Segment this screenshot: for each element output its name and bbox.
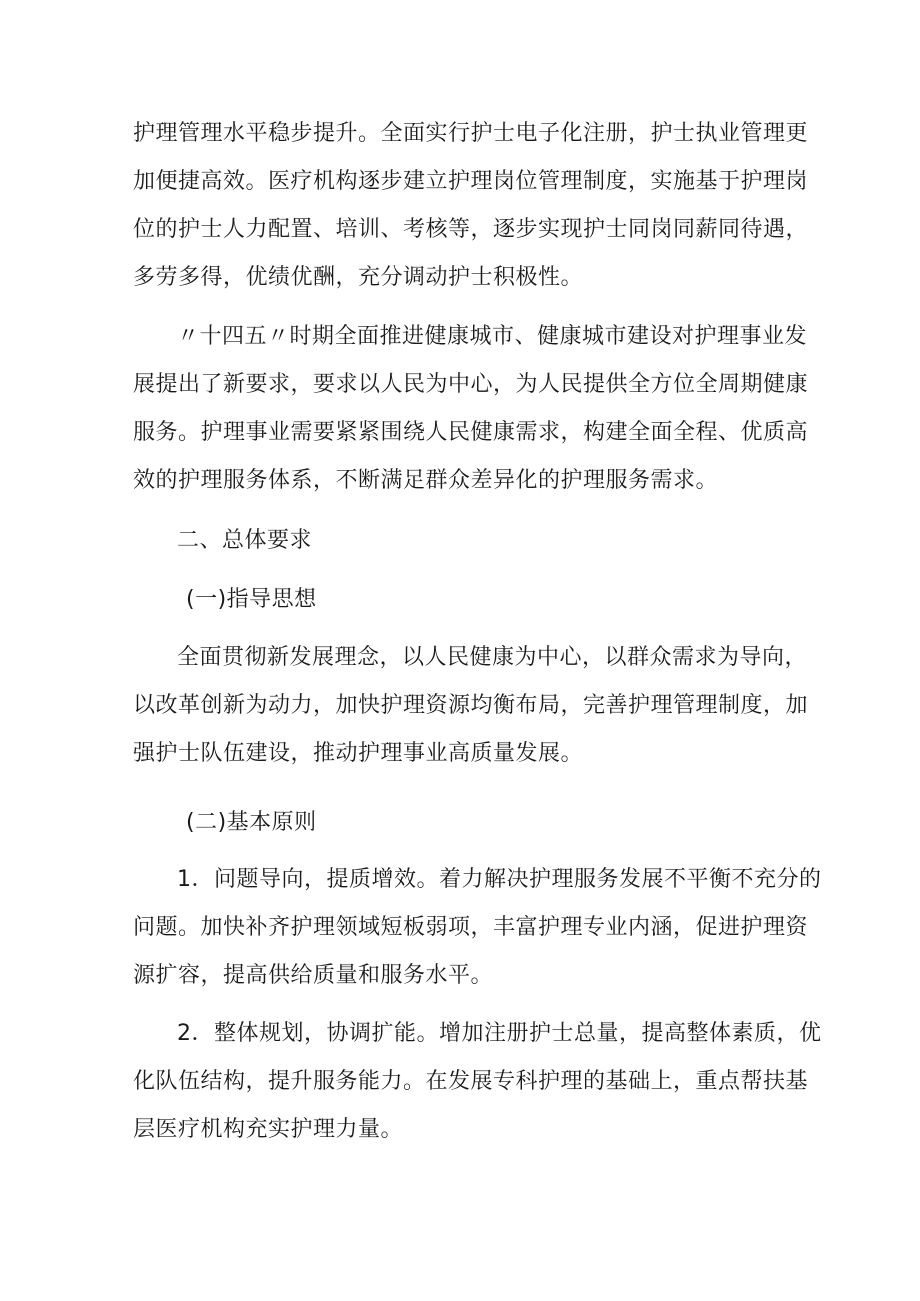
- text-line: 强护士队伍建设，推动护理事业高质量发展。: [133, 741, 584, 766]
- text-line: 护理管理水平稳步提升。全面实行护士电子化注册，护士执业管理更: [133, 121, 809, 146]
- paragraph-principle-2: [133, 1010, 822, 1154]
- text-line: 2．整体规划，协调扩能。增加注册护士总量，提高整体素质，优: [177, 1021, 822, 1046]
- text-line: 位的护士人力配置、培训、考核等，逐步实现护士同岗同薪同待遇，: [133, 217, 809, 242]
- text-line: 化队伍结构，提升服务能力。在发展专科护理的基础上，重点帮扶基: [133, 1069, 809, 1094]
- text-line: 加便捷高效。医疗机构逐步建立护理岗位管理制度，实施基于护理岗: [133, 169, 809, 194]
- text-line: 以改革创新为动力，加快护理资源均衡布局，完善护理管理制度，加: [133, 693, 809, 718]
- subsection-heading-guiding-ideology: (一)指导思想: [186, 587, 317, 612]
- text-line: 1．问题导向，提质增效。着力解决护理服务发展不平衡不充分的: [177, 867, 822, 892]
- subsection-heading-basic-principles: (二)基本原则: [186, 810, 317, 835]
- paragraph-principle-1: [133, 856, 822, 1000]
- section-heading: 二、总体要求: [177, 528, 313, 553]
- paragraph-guiding-ideology: [133, 634, 809, 778]
- text-line: 源扩容，提高供给质量和服务水平。: [133, 963, 494, 988]
- text-line: 服务。护理事业需要紧紧围绕人民健康需求，构建全面全程、优质高: [133, 420, 809, 445]
- text-line: 展提出了新要求，要求以人民为中心，为人民提供全方位全周期健康: [133, 372, 809, 397]
- paragraph-14th-five-year: [133, 313, 809, 505]
- text-line: 效的护理服务体系，不断满足群众差异化的护理服务需求。: [133, 468, 719, 493]
- text-line: 多劳多得，优绩优酬，充分调动护士积极性。: [133, 265, 584, 290]
- text-line: 全面贯彻新发展理念，以人民健康为中心，以群众需求为导向，: [177, 645, 808, 670]
- text-line: 问题。加快补齐护理领域短板弱项，丰富护理专业内涵，促进护理资: [133, 915, 809, 940]
- paragraph-nursing-management: [133, 110, 809, 302]
- text-line: 层医疗机构充实护理力量。: [133, 1117, 404, 1142]
- text-line: 〃十四五〃时期全面推进健康城市、健康城市建设对护理事业发: [177, 324, 808, 349]
